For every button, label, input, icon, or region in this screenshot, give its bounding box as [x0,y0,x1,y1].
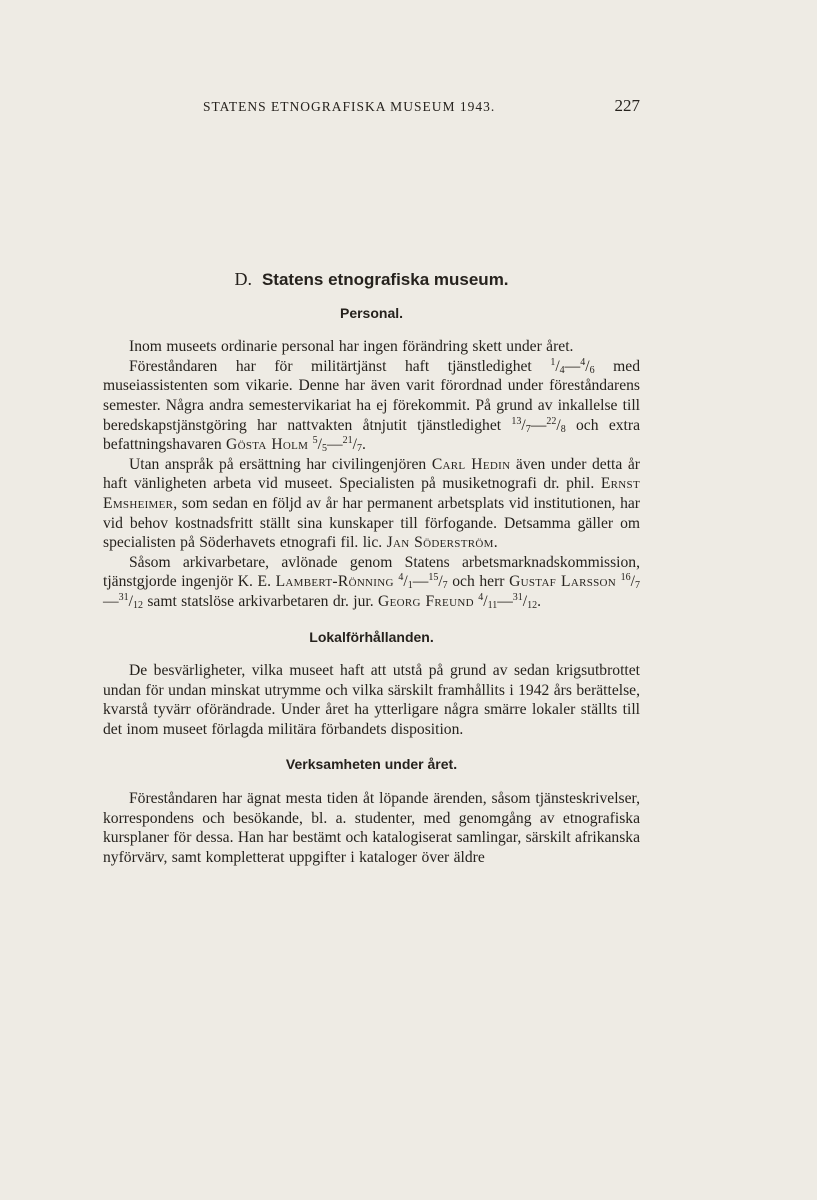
paragraph-personal-2: Föreståndaren har för militärtjänst haft tjänstledighet $^1/_4—^4/_6$ med museiassistenten som vikarie. Denne har även varit förordnad under föreståndarens semester. Några andra semestervikariat ha ej förekommit. På grund av inkallelse till beredskapstjänstgöring har nattvakten åtnjutit tjänstledighet $^{13}/_7—^{22}/_8$ och extra befattningshavaren Gösta Holm $^5/_5—^{21}/_7$. [103,356,641,455]
body-text [103,270,640,867]
section-letter: D. [234,269,252,289]
paragraph-verksamhet-1: Föreståndaren har ägnat mesta tiden åt löpande ärenden, såsom tjänsteskrivelser, korrespondens och besökande, bl. a. studenter, med genomgång av etnografiska kursplaner för dessa. Han har bestämt och katalogiserat samlingar, särskilt afrikanska nyförvärv, samt kompletterat uppgifter i kataloger över äldre [103,790,640,866]
section-heading [103,270,640,290]
person-name: Lambert-Rönning [275,573,394,591]
fraction: $^5/_5$ [312,435,328,455]
paragraph-personal-1: Inom museets ordinarie personal har ingen förändring skett under året. [129,338,574,356]
person-name: Carl Hedin [431,455,511,473]
fraction: $^{16}/_7$ [620,572,640,592]
fraction: $^4/_1$ [398,572,413,592]
paragraph-personal-3: Utan anspråk på ersättning har civilingenjören Carl Hedin även under detta år haft vänligheten arbeta vid museet. Specialisten på musiketnografi dr. phil. Ernst Emsheimer, som sedan en följd av år har permanent arbetsplats vid institutionen, har vid behov kostnadsfritt ställt sina kunskaper till förfogande. Detsamma gäller om specialisten på Söderhavets etnografi fil. lic. Jan Söderström. [103,455,641,552]
heading-lokalforhallanden: Lokalförhållanden. [309,628,434,645]
fraction: $^{22}/_8$ [546,415,566,435]
fraction: $^1/_4$ [550,356,565,376]
heading-verksamheten: Verksamheten under året. [285,756,458,773]
paragraph-personal-4: Såsom arkivarbetare, avlönade genom Statens arbetsmarknadskommission, tjänstgjorde ingenjör K. E. Lambert-Rönning $^4/_1—^{15}/_7$ och herr Gustaf Larsson $^{16}/_7—^{31}/_{12}$ samt statslöse arkivarbetaren dr. jur. Georg Freund $^4/_{11}—^{31}/_{12}$. [103,553,640,611]
page-number: 227 [614,96,640,115]
paragraph-lokal-1: De besvärligheter, vilka museet haft att utstå på grund av sedan krigsutbrottet undan för undan minskat utrymme och vilka särskilt framhållits i 1942 års berättelse, kvarstå tyvärr oförändrade. Under året ha ytterligare några smärre lokaler ställts till det inom museet förlagda militära förbandets disposition. [103,662,640,738]
fraction: $^4/_6$ [580,356,595,376]
person-name: Gustaf Larsson [509,573,617,591]
page-header [203,96,640,118]
fraction: $^{13}/_7$ [511,415,531,435]
section-title: Statens etnografiska museum. [261,270,509,289]
person-name: Ernst Emsheimer [103,475,640,512]
fraction: $^{15}/_7$ [428,572,448,592]
heading-personal: Personal. [339,304,404,321]
fraction: $^{31}/_{12}$ [512,591,538,611]
person-name: Georg Freund [378,592,474,610]
fraction: $^4/_{11}$ [478,591,498,611]
running-title: STATENS ETNOGRAFISKA MUSEUM 1943. [203,99,496,114]
fraction: $^{21}/_7$ [342,435,362,455]
fraction: $^{31}/_{12}$ [118,591,143,611]
person-name: Jan Söderström [386,534,494,552]
person-name: Gösta Holm [226,436,309,454]
